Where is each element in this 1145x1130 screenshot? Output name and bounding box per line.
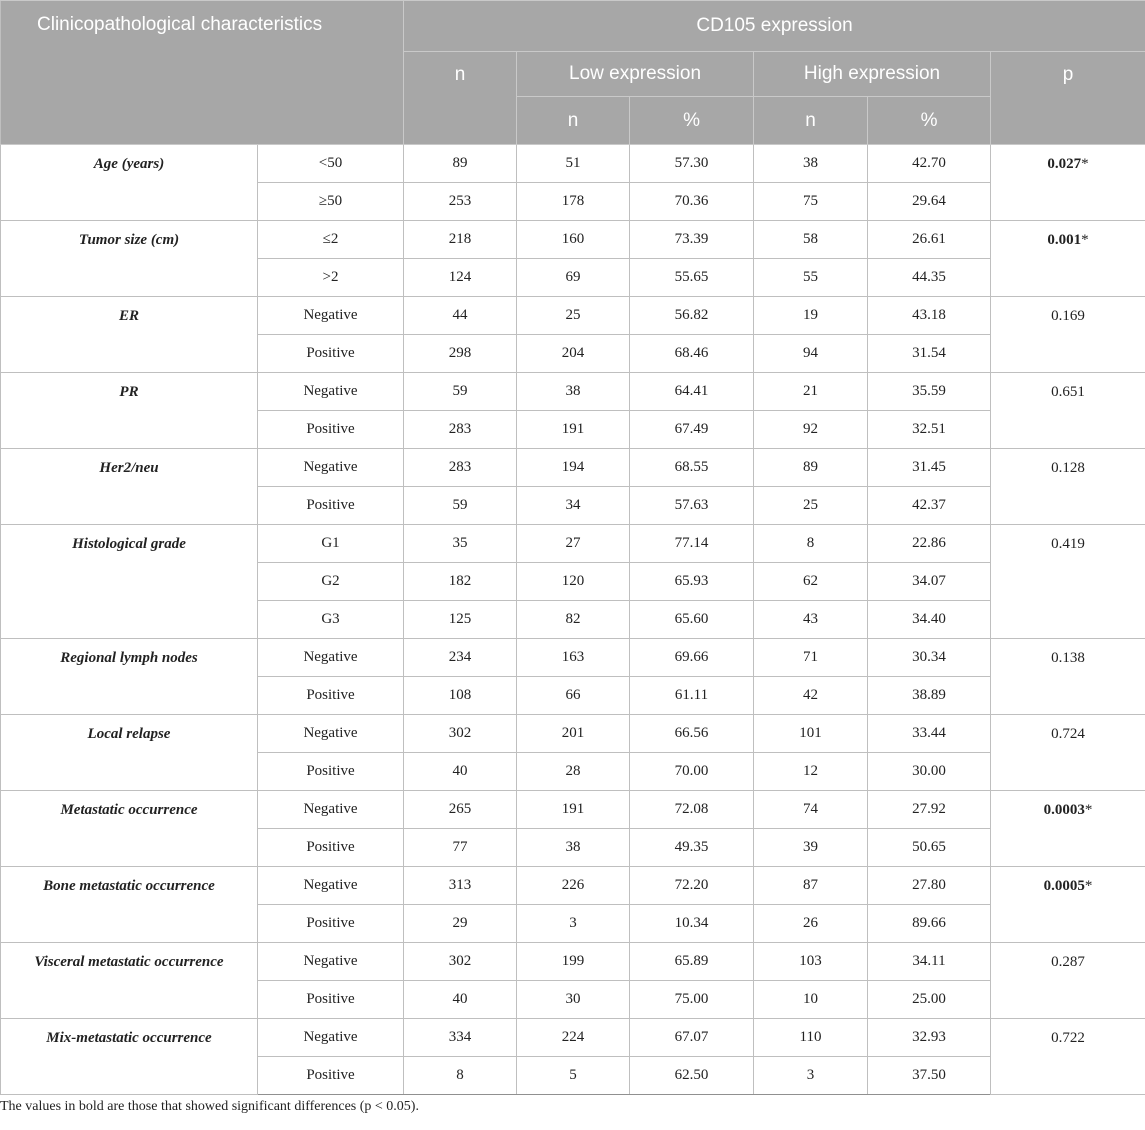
table-row bbox=[1, 525, 1145, 563]
p-value: 0.0003 bbox=[1043, 802, 1085, 818]
cell-high-pct: 30.34 bbox=[868, 639, 991, 677]
cell-low-n: 160 bbox=[517, 221, 630, 259]
cell-p-value bbox=[991, 221, 1145, 297]
cell-category: Positive bbox=[258, 1057, 404, 1095]
cell-n: 29 bbox=[404, 905, 517, 943]
cell-low-n: 38 bbox=[517, 829, 630, 867]
cell-high-pct: 31.54 bbox=[868, 335, 991, 373]
cell-high-pct: 27.80 bbox=[868, 867, 991, 905]
cell-high-pct: 22.86 bbox=[868, 525, 991, 563]
cell-high-pct: 33.44 bbox=[868, 715, 991, 753]
table-row bbox=[1, 297, 1145, 335]
cell-high-n: 101 bbox=[754, 715, 868, 753]
cell-low-pct: 57.63 bbox=[630, 487, 754, 525]
cell-low-pct: 49.35 bbox=[630, 829, 754, 867]
cell-p-value bbox=[991, 449, 1145, 525]
cell-low-pct: 62.50 bbox=[630, 1057, 754, 1095]
cell-category: Negative bbox=[258, 297, 404, 335]
row-label: Bone metastatic occurrence bbox=[1, 867, 258, 943]
cell-low-pct: 68.46 bbox=[630, 335, 754, 373]
p-value: 0.651 bbox=[1051, 384, 1085, 400]
cell-high-n: 75 bbox=[754, 183, 868, 221]
cell-category: Positive bbox=[258, 981, 404, 1019]
p-value: 0.724 bbox=[1051, 726, 1085, 742]
cell-high-n: 3 bbox=[754, 1057, 868, 1095]
cell-category: Negative bbox=[258, 1019, 404, 1057]
cell-n: 218 bbox=[404, 221, 517, 259]
cell-high-pct: 43.18 bbox=[868, 297, 991, 335]
cell-p-value bbox=[991, 1019, 1145, 1095]
cell-low-n: 224 bbox=[517, 1019, 630, 1057]
cell-high-pct: 27.92 bbox=[868, 791, 991, 829]
cell-low-pct: 65.93 bbox=[630, 563, 754, 601]
cell-low-n: 199 bbox=[517, 943, 630, 981]
cell-low-pct: 61.11 bbox=[630, 677, 754, 715]
cell-high-n: 19 bbox=[754, 297, 868, 335]
cell-category: G1 bbox=[258, 525, 404, 563]
table-row bbox=[1, 221, 1145, 259]
cell-category: Negative bbox=[258, 943, 404, 981]
cell-high-pct: 35.59 bbox=[868, 373, 991, 411]
cell-n: 283 bbox=[404, 449, 517, 487]
cell-category: Positive bbox=[258, 677, 404, 715]
cell-category: G2 bbox=[258, 563, 404, 601]
cell-low-pct: 72.08 bbox=[630, 791, 754, 829]
cell-low-n: 28 bbox=[517, 753, 630, 791]
cell-n: 8 bbox=[404, 1057, 517, 1095]
cell-n: 302 bbox=[404, 715, 517, 753]
cell-category: Positive bbox=[258, 411, 404, 449]
p-value: 0.0005 bbox=[1043, 878, 1085, 894]
cell-low-pct: 70.00 bbox=[630, 753, 754, 791]
cell-low-n: 66 bbox=[517, 677, 630, 715]
cell-high-n: 39 bbox=[754, 829, 868, 867]
cell-high-pct: 29.64 bbox=[868, 183, 991, 221]
cell-high-pct: 38.89 bbox=[868, 677, 991, 715]
cell-n: 108 bbox=[404, 677, 517, 715]
cell-high-n: 94 bbox=[754, 335, 868, 373]
header-high-pct: % bbox=[868, 97, 991, 145]
cell-low-n: 204 bbox=[517, 335, 630, 373]
cell-n: 313 bbox=[404, 867, 517, 905]
cell-category: Positive bbox=[258, 753, 404, 791]
cell-n: 77 bbox=[404, 829, 517, 867]
cell-high-n: 87 bbox=[754, 867, 868, 905]
row-label: Visceral metastatic occurrence bbox=[1, 943, 258, 1019]
cell-low-n: 194 bbox=[517, 449, 630, 487]
cell-low-pct: 69.66 bbox=[630, 639, 754, 677]
cell-high-n: 71 bbox=[754, 639, 868, 677]
cell-high-pct: 34.07 bbox=[868, 563, 991, 601]
header-p: p bbox=[991, 52, 1145, 145]
cell-low-pct: 72.20 bbox=[630, 867, 754, 905]
table-row bbox=[1, 145, 1145, 183]
cell-low-pct: 75.00 bbox=[630, 981, 754, 1019]
cell-n: 298 bbox=[404, 335, 517, 373]
cell-low-pct: 64.41 bbox=[630, 373, 754, 411]
cell-category: Negative bbox=[258, 867, 404, 905]
cell-high-n: 42 bbox=[754, 677, 868, 715]
cell-p-value bbox=[991, 145, 1145, 221]
header-low-n: n bbox=[517, 97, 630, 145]
significance-marker: * bbox=[1081, 232, 1089, 248]
row-label: Mix-metastatic occurrence bbox=[1, 1019, 258, 1095]
row-label: Regional lymph nodes bbox=[1, 639, 258, 715]
cell-high-pct: 42.70 bbox=[868, 145, 991, 183]
cell-n: 35 bbox=[404, 525, 517, 563]
cell-high-n: 110 bbox=[754, 1019, 868, 1057]
cell-n: 44 bbox=[404, 297, 517, 335]
table-row bbox=[1, 639, 1145, 677]
cell-high-pct: 34.11 bbox=[868, 943, 991, 981]
p-value: 0.419 bbox=[1051, 536, 1085, 552]
cell-high-n: 58 bbox=[754, 221, 868, 259]
header-n: n bbox=[404, 52, 517, 145]
cell-category: Positive bbox=[258, 487, 404, 525]
cell-low-n: 201 bbox=[517, 715, 630, 753]
cell-high-n: 8 bbox=[754, 525, 868, 563]
cell-low-pct: 67.07 bbox=[630, 1019, 754, 1057]
p-value: 0.001 bbox=[1047, 232, 1082, 248]
cell-low-n: 191 bbox=[517, 791, 630, 829]
cell-low-pct: 55.65 bbox=[630, 259, 754, 297]
cell-high-pct: 32.51 bbox=[868, 411, 991, 449]
cell-low-n: 5 bbox=[517, 1057, 630, 1095]
cell-category: >2 bbox=[258, 259, 404, 297]
cell-high-pct: 89.66 bbox=[868, 905, 991, 943]
cell-n: 40 bbox=[404, 753, 517, 791]
cell-category: Positive bbox=[258, 829, 404, 867]
table-row bbox=[1, 943, 1145, 981]
cell-high-n: 26 bbox=[754, 905, 868, 943]
cell-category: ≥50 bbox=[258, 183, 404, 221]
cell-low-pct: 10.34 bbox=[630, 905, 754, 943]
significance-marker: * bbox=[1084, 878, 1093, 894]
cell-high-n: 21 bbox=[754, 373, 868, 411]
table-body bbox=[1, 145, 1145, 1095]
cell-n: 125 bbox=[404, 601, 517, 639]
header-cd105-expression: CD105 expression bbox=[404, 1, 1145, 52]
header-characteristics: Clinicopathological characteristics bbox=[1, 1, 404, 145]
cell-n: 265 bbox=[404, 791, 517, 829]
header-high-expression: High expression bbox=[754, 52, 991, 97]
row-label: Histological grade bbox=[1, 525, 258, 639]
row-label: Age (years) bbox=[1, 145, 258, 221]
cell-low-pct: 66.56 bbox=[630, 715, 754, 753]
p-value: 0.128 bbox=[1051, 460, 1085, 476]
cell-p-value bbox=[991, 525, 1145, 639]
cell-low-n: 51 bbox=[517, 145, 630, 183]
cell-low-pct: 65.89 bbox=[630, 943, 754, 981]
cell-high-n: 62 bbox=[754, 563, 868, 601]
cell-low-n: 3 bbox=[517, 905, 630, 943]
p-value: 0.169 bbox=[1051, 308, 1085, 324]
cell-n: 59 bbox=[404, 487, 517, 525]
cell-high-n: 38 bbox=[754, 145, 868, 183]
cell-low-n: 226 bbox=[517, 867, 630, 905]
cell-n: 40 bbox=[404, 981, 517, 1019]
row-label: Tumor size (cm) bbox=[1, 221, 258, 297]
table-row bbox=[1, 373, 1145, 411]
header-low-pct: % bbox=[630, 97, 754, 145]
cell-category: Negative bbox=[258, 373, 404, 411]
cell-high-n: 89 bbox=[754, 449, 868, 487]
cell-low-n: 191 bbox=[517, 411, 630, 449]
cell-low-n: 38 bbox=[517, 373, 630, 411]
cell-low-pct: 56.82 bbox=[630, 297, 754, 335]
cell-category: Negative bbox=[258, 791, 404, 829]
significance-marker: * bbox=[1081, 156, 1089, 172]
cell-n: 283 bbox=[404, 411, 517, 449]
cell-n: 124 bbox=[404, 259, 517, 297]
p-value: 0.722 bbox=[1051, 1030, 1085, 1046]
cell-low-pct: 77.14 bbox=[630, 525, 754, 563]
cell-p-value bbox=[991, 715, 1145, 791]
table-row bbox=[1, 449, 1145, 487]
cell-high-pct: 31.45 bbox=[868, 449, 991, 487]
cell-p-value bbox=[991, 297, 1145, 373]
row-label: Metastatic occurrence bbox=[1, 791, 258, 867]
cell-n: 334 bbox=[404, 1019, 517, 1057]
cell-high-n: 25 bbox=[754, 487, 868, 525]
header-high-n: n bbox=[754, 97, 868, 145]
cell-high-pct: 30.00 bbox=[868, 753, 991, 791]
p-value: 0.287 bbox=[1051, 954, 1085, 970]
row-label: PR bbox=[1, 373, 258, 449]
table-footnote: The values in bold are those that showed significant differences (p < 0.05). bbox=[0, 1099, 419, 1114]
cell-category: <50 bbox=[258, 145, 404, 183]
cell-n: 253 bbox=[404, 183, 517, 221]
cell-category: G3 bbox=[258, 601, 404, 639]
cell-high-pct: 32.93 bbox=[868, 1019, 991, 1057]
cell-high-n: 12 bbox=[754, 753, 868, 791]
cell-low-pct: 67.49 bbox=[630, 411, 754, 449]
cell-low-n: 69 bbox=[517, 259, 630, 297]
cell-high-n: 43 bbox=[754, 601, 868, 639]
cell-high-pct: 42.37 bbox=[868, 487, 991, 525]
cell-category: Negative bbox=[258, 449, 404, 487]
cell-n: 89 bbox=[404, 145, 517, 183]
cell-high-pct: 37.50 bbox=[868, 1057, 991, 1095]
cell-p-value bbox=[991, 639, 1145, 715]
cell-category: Positive bbox=[258, 335, 404, 373]
cell-high-n: 103 bbox=[754, 943, 868, 981]
cell-low-n: 27 bbox=[517, 525, 630, 563]
cell-n: 234 bbox=[404, 639, 517, 677]
cell-high-pct: 26.61 bbox=[868, 221, 991, 259]
cell-high-pct: 50.65 bbox=[868, 829, 991, 867]
cell-n: 59 bbox=[404, 373, 517, 411]
row-label: Her2/neu bbox=[1, 449, 258, 525]
cell-p-value bbox=[991, 791, 1145, 867]
cell-low-pct: 65.60 bbox=[630, 601, 754, 639]
cell-low-n: 82 bbox=[517, 601, 630, 639]
cell-low-n: 120 bbox=[517, 563, 630, 601]
cell-p-value bbox=[991, 373, 1145, 449]
cell-high-n: 10 bbox=[754, 981, 868, 1019]
cell-low-pct: 68.55 bbox=[630, 449, 754, 487]
table-row bbox=[1, 791, 1145, 829]
table-row bbox=[1, 715, 1145, 753]
p-value: 0.027 bbox=[1047, 156, 1082, 172]
cell-low-n: 163 bbox=[517, 639, 630, 677]
cell-low-n: 34 bbox=[517, 487, 630, 525]
cell-low-n: 25 bbox=[517, 297, 630, 335]
cell-high-n: 55 bbox=[754, 259, 868, 297]
table-row bbox=[1, 1019, 1145, 1057]
table-header bbox=[1, 1, 1145, 145]
cell-low-pct: 57.30 bbox=[630, 145, 754, 183]
cell-low-n: 178 bbox=[517, 183, 630, 221]
cell-category: Positive bbox=[258, 905, 404, 943]
cell-high-n: 92 bbox=[754, 411, 868, 449]
cell-category: Negative bbox=[258, 715, 404, 753]
cell-low-pct: 73.39 bbox=[630, 221, 754, 259]
cell-low-n: 30 bbox=[517, 981, 630, 1019]
cell-p-value bbox=[991, 943, 1145, 1019]
cell-low-pct: 70.36 bbox=[630, 183, 754, 221]
cell-category: Negative bbox=[258, 639, 404, 677]
cell-category: ≤2 bbox=[258, 221, 404, 259]
p-value: 0.138 bbox=[1051, 650, 1085, 666]
cell-p-value bbox=[991, 867, 1145, 943]
cell-high-pct: 44.35 bbox=[868, 259, 991, 297]
cell-n: 182 bbox=[404, 563, 517, 601]
table-row bbox=[1, 867, 1145, 905]
header-low-expression: Low expression bbox=[517, 52, 754, 97]
cell-high-pct: 34.40 bbox=[868, 601, 991, 639]
cell-high-n: 74 bbox=[754, 791, 868, 829]
cell-n: 302 bbox=[404, 943, 517, 981]
significance-marker: * bbox=[1084, 802, 1093, 818]
row-label: Local relapse bbox=[1, 715, 258, 791]
cell-high-pct: 25.00 bbox=[868, 981, 991, 1019]
row-label: ER bbox=[1, 297, 258, 373]
